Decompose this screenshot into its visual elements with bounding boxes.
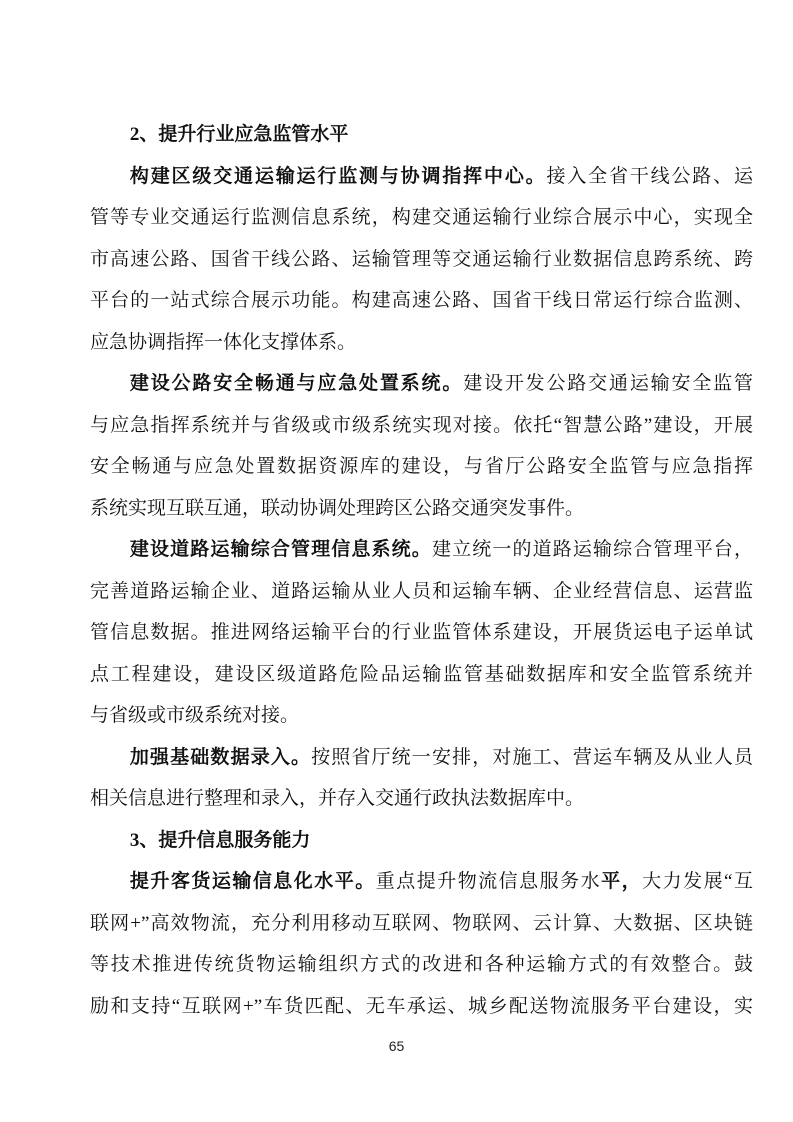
text-run: 相关信息进行整理和录入，并存入交通行政执法数据库中。 — [90, 788, 585, 809]
section-heading-2 — [90, 114, 753, 156]
doc-line — [90, 986, 753, 1028]
doc-line — [90, 529, 753, 571]
text-run: 管等专业交通运行监测信息系统，构建交通运输行业综合展示中心，实现全 — [90, 207, 753, 228]
doc-line — [90, 903, 753, 945]
doc-line — [90, 488, 753, 530]
text-run: 联网+”高效物流，充分利用移动互联网、物联网、云计算、大数据、区块链 — [90, 912, 753, 934]
doc-line — [90, 363, 753, 405]
doc-line — [90, 322, 753, 364]
text-run: 完善道路运输企业、道路运输从业人员和运输车辆、企业经营信息、运营监 — [90, 580, 753, 602]
text-run: 点工程建设，建设区级道路危险品运输监管基础数据库和安全监管系统并 — [90, 663, 753, 685]
doc-line — [90, 737, 753, 779]
doc-line — [90, 944, 753, 986]
doc-line — [90, 197, 753, 239]
text-run: 大力发展“互 — [642, 871, 753, 892]
text-run: 励和支持“互联网+”车货匹配、无车承运、城乡配送物流服务平台建设，实 — [90, 995, 753, 1017]
text-run: 安全畅通与应急处置数据资源库的建设，与省厅公路安全监管与应急指挥 — [90, 456, 753, 477]
doc-line — [90, 695, 753, 737]
text-run: 建立统一的道路运输综合管理平台， — [431, 539, 753, 560]
text-block — [90, 114, 753, 1027]
heading-text: 3、提升信息服务能力 — [129, 829, 311, 851]
text-run: 与省级或市级系统对接。 — [90, 705, 300, 726]
doc-line — [90, 861, 753, 903]
doc-line — [90, 778, 753, 820]
doc-line — [90, 280, 753, 322]
text-run: 市高速公路、国省干线公路、运输管理等交通运输行业数据信息跨系统、跨 — [90, 248, 753, 270]
text-run: 系统实现互联互通，联动协调处理跨区公路交通突发事件。 — [90, 497, 585, 519]
bold-lead: 构建区级交通运输运行监测与协调指挥中心。 — [129, 165, 547, 187]
text-run: 与应急指挥系统并与省级或市级系统实现对接。依托“智慧公路”建设，开展 — [90, 414, 753, 436]
text-run: 接入全省干线公路、运 — [546, 165, 753, 187]
doc-line — [90, 571, 753, 613]
text-run: 应急协调指挥一体化支撑体系。 — [90, 331, 357, 353]
section-heading-3 — [90, 820, 753, 862]
doc-line — [90, 405, 753, 447]
doc-line — [90, 654, 753, 696]
bold-lead: 建设道路运输综合管理信息系统。 — [129, 539, 432, 560]
page-number: 65 — [388, 1038, 405, 1054]
text-run: 建设开发公路交通运输安全监管 — [463, 373, 753, 394]
text-run: 平台的一站式综合展示功能。构建高速公路、国省干线日常运行综合监测、 — [90, 290, 753, 311]
bold-lead: 提升客货运输信息化水平。 — [129, 871, 376, 892]
text-run: 等技术推进传统货物运输组织方式的改进和各种运输方式的有效整合。鼓 — [90, 954, 753, 975]
text-run: 按照省厅统一安排，对施工、营运车辆及从业人员 — [311, 746, 753, 768]
text-run: 重点提升物流信息服务水 — [375, 871, 602, 892]
doc-line — [90, 239, 753, 281]
text-run: 管信息数据。推进网络运输平台的行业监管体系建设，开展货运电子运单试 — [90, 622, 753, 643]
bold-run: 平， — [601, 871, 643, 892]
bold-lead: 加强基础数据录入。 — [129, 746, 312, 768]
doc-line — [90, 612, 753, 654]
doc-line — [90, 156, 753, 198]
doc-line — [90, 446, 753, 488]
heading-text: 2、提升行业应急监管水平 — [129, 124, 349, 145]
bold-lead: 建设公路安全畅通与应急处置系统。 — [129, 373, 464, 394]
